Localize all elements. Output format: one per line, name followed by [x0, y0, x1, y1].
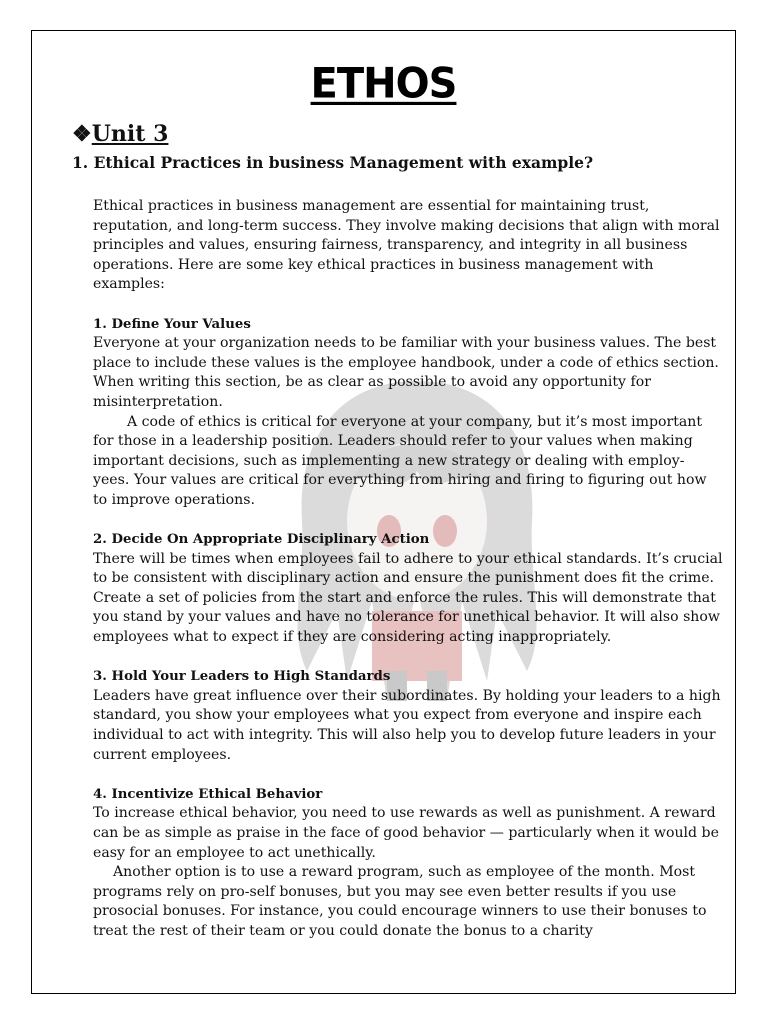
- section-title: 4. Incentivize Ethical Behavior: [93, 786, 323, 802]
- section-paragraph: There will be times when employees fail to adhere to your ethical standards. It’s crucial to be consistent with disciplinary action and ensure the punishment does fit the crime. Create a set of policies from the start and enforce the rules. This will demonstrate that you stand by your values and have no tolerance for unethical behavior. It will also show employees what to expect if they are considering acting inappropriately.: [93, 550, 723, 646]
- unit-label: Unit 3: [91, 121, 169, 147]
- document-body: [93, 197, 725, 942]
- section-paragraph: To increase ethical behavior, you need to use rewards as well as punishment. A reward can be as simple as praise in the face of good behavior — particularly when it would be easy for an employee to act unethically.: [93, 805, 719, 861]
- unit-heading: [72, 121, 168, 147]
- section-paragraph: Leaders have great influence over their subordinates. By holding your leaders to a high standard, you show your employees what you expect from everyone and inspire each individual to act with integrity. This will also help you to develop future leaders in your current employees.: [93, 687, 721, 763]
- question-heading: 1. Ethical Practices in business Management with example?: [72, 153, 594, 172]
- document-page: [31, 30, 736, 994]
- diamond-bullet-icon: ❖: [72, 121, 92, 147]
- section-paragraph: Everyone at your organization needs to be familiar with your business values. The best place to include these values is the employee handbook, under a code of ethics section. When writing this section, be as clear as possible to avoid any opportunity for misinterpretation.: [93, 335, 719, 410]
- document-title: ETHOS: [310, 59, 457, 109]
- section-title: 1. Define Your Values: [93, 316, 251, 332]
- section-paragraph: A code of ethics is critical for everyone at your company, but it’s most important for those in a leadership position. Leaders should refer to your values when making important decisions, such as implementing a new strategy or dealing with employ- yees. Your values are critical for everything from hiring and firing to figuring out how to improve operations.: [93, 413, 707, 508]
- intro-paragraph: Ethical practices in business management are essential for maintaining trust, reputation, and long-term success. They involve making decisions that align with moral principles and values, ensuring fairness, transparency, and integrity in all business operations. Here are some key ethical practices in business management with examples:: [93, 198, 720, 293]
- section-title: 2. Decide On Appropriate Disciplinary Action: [93, 532, 430, 548]
- section-paragraph: Another option is to use a reward program, such as employee of the month. Most programs rely on pro-self bonuses, but you may see even better results if you use prosocial bonuses. For instance, you could encourage winners to use their bonuses to treat the rest of their team or you could donate the bonus to a charity: [93, 864, 707, 939]
- section-title: 3. Hold Your Leaders to High Standards: [93, 669, 391, 685]
